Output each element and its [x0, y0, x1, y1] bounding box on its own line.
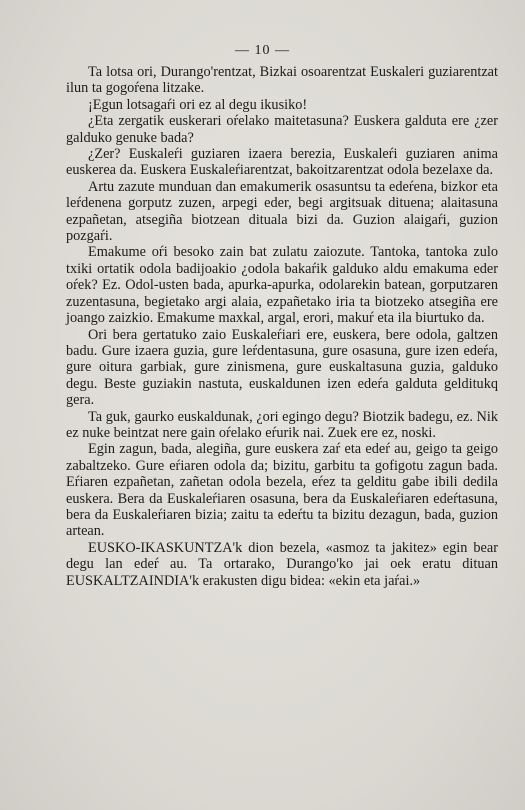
paragraph: ¿Zer? Euskaleŕi guziaren izaera berezia, Euskaleŕi guziaren anima euskerea da. Euskera Euskaleŕiarentzat, bakoitzarentzat odola bezelaxe da. — [66, 146, 498, 179]
paragraph: Ta guk, gaurko euskaldunak, ¿ori egingo degu? Biotzik badegu, ez. Nik ez nuke beintzat nere gain oŕelako eŕurik nai. Zuek ere ez, noski. — [66, 408, 498, 441]
paragraph: Egin zagun, bada, alegiña, gure euskera zaŕ eta edeŕ au, geigo ta geigo zabaltzeko. Gure eŕiaren odola da; bizitu, garbitu ta gofigotu zagun bada. Eŕiaren ezpañetan, zañetan odola bezela, eŕez ta gelditu gabe ibili dedila euskera. Bera da Euskaleŕiaren osasuna, bera da Euskaleŕiaren edeŕtasuna, bera da Euskaleŕiaren bizia; zaitu ta edeŕtu ta bizitu dezagun, bada, guzion artean. — [66, 441, 498, 540]
page-number: — 10 — — [235, 43, 290, 58]
paragraph: Ori bera gertatuko zaio Euskaleŕiari ere, euskera, bere odola, galtzen badu. Gure izaera guzia, gure leŕdentasuna, gure osasuna, gure izen edeŕa, gure oitura garbiak, gure zinismena, gure euskaltasuna guzia, galduko degu. Beste guziakin nastuta, euskaldunen izen edeŕa galduta gelditukq gera. — [66, 326, 498, 409]
paragraph: ¿Eta zergatik euskerari oŕelako maitetasuna? Euskera galduta ere ¿zer galduko genuke bada? — [66, 113, 498, 146]
paragraph: EUSKO-IKASKUNTZA'k dion bezela, «asmoz ta jakitez» egin bear degu lan edeŕ au. Ta ortarako, Durango'ko jai oek eratu dituan EUSKALTZAINDIA'k erakusten digu bidea: «ekin eta jaŕai.» — [66, 539, 498, 589]
paragraph: ¡Egun lotsagaŕi ori ez al degu ikusiko! — [88, 96, 308, 113]
paragraph: Ta lotsa ori, Durango'rentzat, Bizkai osoarentzat Euskaleri guziarentzat ilun ta gogoŕena litzake. — [66, 64, 498, 97]
paragraph: Emakume oŕi besoko zain bat zulatu zaiozute. Tantoka, tantoka zulo txiki ortatik odola badijoakio ¿odola bakaŕik galduko aldu emakuma eder oŕek? Ez. Odol-usten bada, apurka-apurka, odolarekin batean, gorputzaren zuzentasuna, begietako argi alaia, ezpañetako iria ta biotzeko atsegiña ere joango zaizkio. Emakume maxkal, argal, erori, makuŕ eta ila biurtuko da. — [66, 244, 498, 327]
page-body — [66, 64, 498, 589]
paragraph: Artu zazute munduan dan emakumerik osasuntsu ta edeŕena, bizkor eta leŕdenena gorputz zuzen, arpegi eder, begi argitsuak dituena; alaitasuna ezpañetan, atsegiña biotzean dituala bizi da. Guzion alaigaŕi, guzion pozgaŕi. — [66, 178, 498, 245]
